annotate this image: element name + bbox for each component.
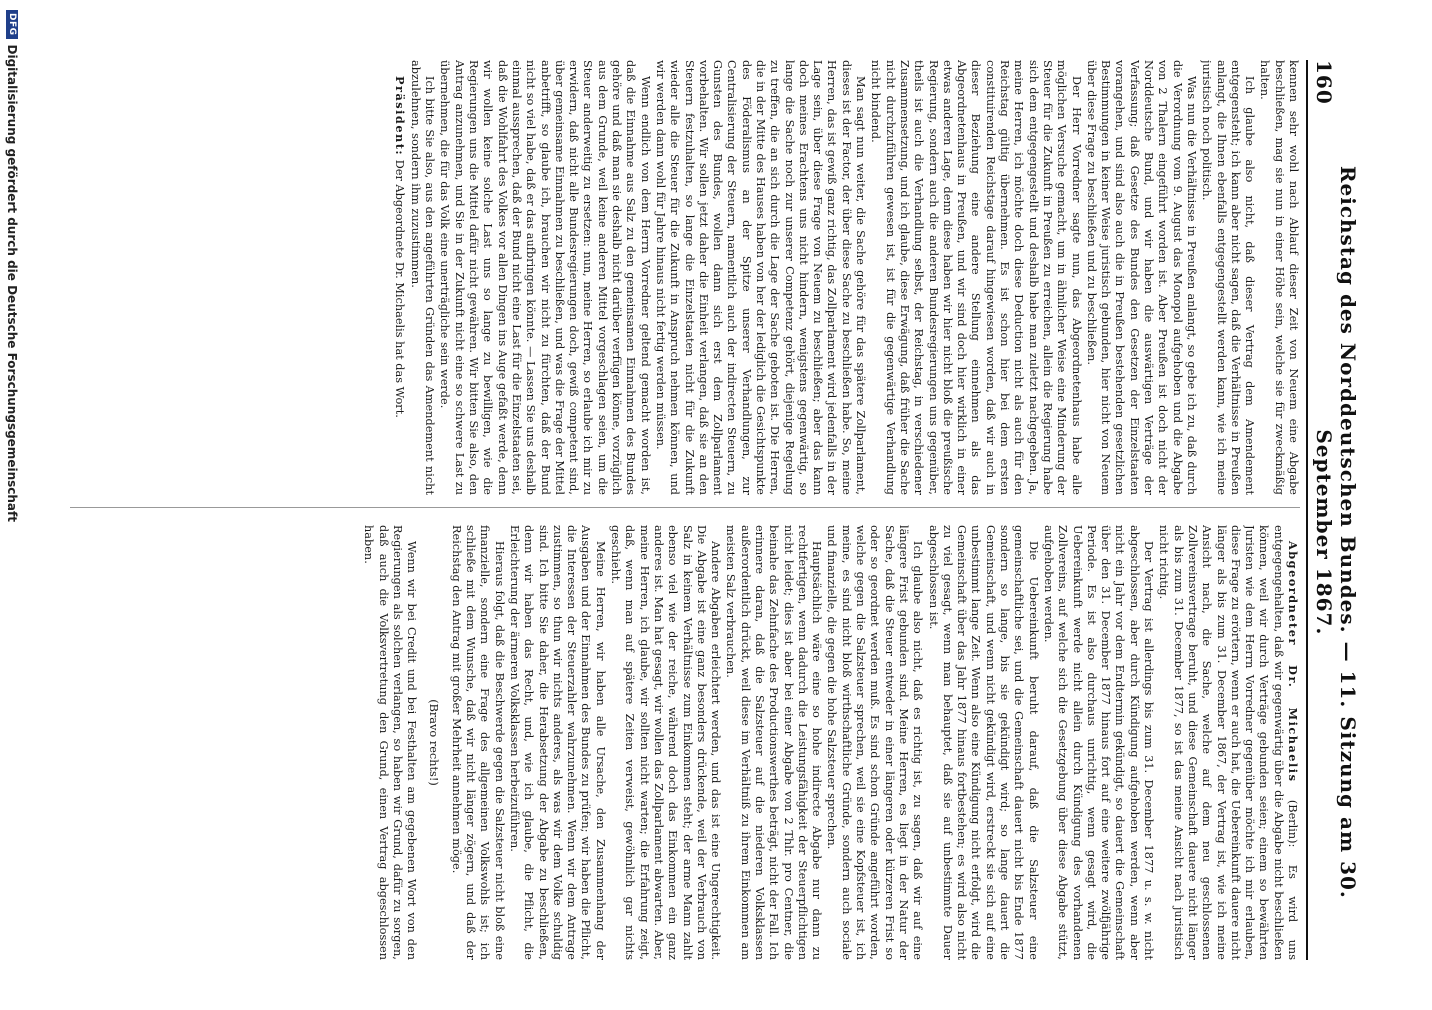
- column-divider: [70, 507, 1300, 508]
- closing-request: Ich bitte Sie also, aus den angeführten Gründen das Amendement nicht abzulehnen, sondern ihm zuzustimmen.: [408, 60, 437, 495]
- speaker-name: Präsident:: [392, 76, 407, 157]
- dfg-logo: DFG: [6, 10, 18, 39]
- speaker-text: Der Abgeordnete Dr. Michaelis hat das Wort.: [392, 159, 406, 418]
- paragraph: Die Uebereinkunft beruht darauf, daß die Salzsteuer eine gemeinschaftliche sei, und die Gemeinschaft dauert nicht bis Ende 1877 sondern so lange, bis sie gekündigt wird; so lange dauert die Gemeinschaft, und wenn nicht gekündigt wird, erstreckt sie sich auf eine unbestimmt lange Zeit. Wenn also eine Kündigung nicht erfolgt, wird die Gemeinschaft über das Jahr 1877 hinaus fortbestehen; es wird also nicht zu viel gesagt, wenn man behauptet, daß sie auf unbestimmte Dauer abgeschlossen ist.: [926, 525, 1040, 960]
- paragraph: Andere Abgaben erleichtert werden, und das ist eine Ungerechtigkeit. Die Abgabe ist eine ganz besonders drückende, weil der Verbrauch von Salz in keinem Verhältnisse zum Einkommen steht; der arme Mann zahlt ebenso viel wie der reiche, während doch das Einkommen ein ganz anderes ist. Man hat gesagt, wir wollen das Zollparlament abwarten. Aber, meine Herren, ich glaube, wir sollten nicht warten; die Erfahrung zeigt, daß, wenn man auf spätere Zeiten verweist, gewöhnlich gar nichts geschieht.: [609, 525, 723, 960]
- paragraph: Wenn endlich von dem Herrn Vorredner geltend gemacht worden ist, daß die Einnahme aus Salz zu den gemeinsamen Einnahmen des Bundes gehöre und daß man sie deshalb nicht darüber verfügen könne, vorzüglich aus dem Grunde, weil keine anderen Mittel vorgeschlagen seien, um die Steuer anderweitig zu ersetzen: nun, meine Herren, so erlaube ich mir zu erwidern, daß nicht alle Bundesregierungen doch, gewiß competent sind, über gemeinsame Einnahmen zu beschließen, und was die Frage der Mittel anbetrifft, so glaube ich, brauchen wir nicht zu fürchten, daß der Bund nicht so viel habe, daß er das aufbringen könnte. — Lassen Sie uns deshalb einmal aussprechen, daß der Bund nicht eine Last für die Einzelstaaten sei, daß die Wohlfahrt des Volkes vor allen Dingen ins Auge gefaßt werde, denn wir wollen keine solche Last uns so lange zu bewilligen, wie die Regierungen uns die Mittel dafür nicht gewähren. Wir bitten Sie also, den Antrag anzunehmen, und Sie in der Zukunft nicht eine so schwere Last zu übernehmen, die für das Volk eine unerträgliche sein werde.: [438, 60, 652, 495]
- speaker-place: (Berlin):: [1286, 799, 1299, 848]
- speaker-intro: [1156, 525, 1300, 960]
- left-column: [70, 60, 1300, 495]
- footer-text: Digitalisierung gefördert durch die Deutsche Forschungsgemeinschaft: [5, 44, 19, 522]
- paragraph: Was nun die Verhältnisse in Preußen anlangt, so gebe ich zu, daß durch die Verordnung vom 9. August das Monopol aufgehoben und die Abgabe von 2 Thalern eingeführt worden ist. Aber Preußen ist doch nicht der Norddeutsche Bund, und wir haben die auswärtigen Verträge der Verfassung; daß Gesetze des Bundes den Gesetzen der Einzelstaaten vorangehen, und sind also auch die in Preußen bestehenden gesetzlichen Bestimmungen in keiner Weise juristisch gebunden, hier nicht von Neuem über diese Frage zu beschließen und zu beschließen.: [1084, 60, 1198, 495]
- paragraph: Der Vertrag ist allerdings bis zum 31. December 1877 u. s. w. nicht abgeschlossen, aber durch Kündigung aufgehoben werden, wenn aber nicht ein Jahr vor dem Endtermin gekündigt, so dauert die Gemeinschaft über den 31. December 1877 hinaus fort auf eine weitere zwölfjährige Periode. Es ist also durchaus unrichtig, wenn gesagt wird, die Uebereinkunft werde nicht allein durch Kündigung des vorhandenen Zollvereins, auf welche sich die Gesetzgebung über diese Abgabe stützt, aufgehoben werden.: [1041, 525, 1156, 960]
- paragraph: Wenn wir bei Credit und bei Festhalten am gegebenen Wort von den Regierungen als solchen verlangen, so haben wir Grund, dafür zu sorgen, daß auch die Volksvertretung den Grund, einen Vertrag abgeschlossen haben.: [362, 525, 419, 960]
- president-remark: [391, 60, 406, 495]
- applause-note: (Bravo rechts!): [427, 699, 441, 786]
- paragraph: Der Herr Vorredner sagte nun, das Abgeordnetenhaus habe alle möglichen Versuche gemacht, um in ähnlicher Weise eine Minderung der Steuer für die Zukunft in Preußen zu erreichen, allein die Regierung habe sich dem entgegengestellt und deshalb habe man zuletzt nachgegeben. Ja, meine Herren, ich möchte doch diese Deduction nicht als auch für den Reichstag gültig übernehmen. Es ist schon hier bei dem ersten constituirenden Reichstage darauf hingewiesen worden, daß wir auch in dieser Beziehung eine andere Stellung einnehmen als das Abgeordnetenhaus in Preußen, und wir sind doch hier wirklich in einer etwas anderen Lage, denn diese haben wir hier nicht bloß die preußische Regierung, sondern auch die anderen Bundesregierungen uns gegenüber, theils ist auch die Verhandlung selbst, der Reichstag, in verschiedener Zusammensetzung, und ich glaube, diese Erwägung, daß früher die Sache nicht durchzuführen gewesen ist, ist für die gegenwärtige Verhandlung nicht bindend.: [869, 60, 1083, 495]
- digitization-footer: [0, 0, 24, 1010]
- paragraph: Hieraus folgt, daß die Beschwerde gegen die Salzsteuer nicht bloß eine finanzielle, sondern eine Frage des allgemeinen Volkswohls ist; ich schließe mit dem Wunsche, daß wir nicht länger zögern, und daß der Reichstag den Antrag mit großer Mehrheit annehmen möge.: [449, 525, 506, 960]
- paragraph: Man sagt nun weiter, die Sache gehöre für das spätere Zollparlament, dieses ist der Factor, der über diese Sache zu beschließen habe. So, meine Herren, das ist gewiß ganz richtig, das Zollparlament wird jedenfalls in der Lage sein, über diese Frage von Neuem zu beschließen; aber das kann doch meines Erachtens uns nicht hindern, wenigstens gegenwärtig, so lange die Sache noch zur unserer Competenz gehört, diejenige Regelung zu treffen, die an sich durch die Lage der Sache geboten ist. Die Herren, die in der Mitte des Hauses haben von her der lediglich die Gesichtspunkte des Föderalismus an der Spitze unserer Verhandlungen, zur Centralisierung der Steuern, namentlich auch der indirecten Steuern, zu Gunsten des Bundes, wollen dann sich erst dem Zollparlament vorbehalten. Wir sollen jetzt daher die Einheit verlangen, daß sie an den Steuern festzuhalten, so lange die Einzelstaaten nicht für die Zukunft wieder alle die Steuer für die Zukunft in Anspruch nehmen können, und wir werden dann wohl für Jahre hinaus nicht fertig werden müssen.: [653, 60, 868, 495]
- page-number: 160: [1312, 60, 1336, 105]
- right-column: [70, 525, 1300, 960]
- page-title: Reichstag des Norddeutschen Bundes. — 11. Sitzung am 30. September 1867.: [1312, 165, 1360, 899]
- paragraph: Es wird uns entgegengehalten, daß wir gegenwärtig über die Abgabe nicht beschließen können, weil wir durch Verträge gebunden seien; einem so bewährten Juristen wie dem Herrn Vorredner gegenüber möchte ich mir erlauben, diese Frage zu erörtern, wenn er auch hat, die Uebereinkunft dauere nicht länger als bis zum 31. December 1867, der Vertrag ist, wie ich meine Ansicht nach, die Sache, welche auf dem neu geschlossenen Zollvereinsvertrage beruht, und diese Gemeinschaft dauere nicht länger als bis zum 31. December 1877, so ist das meine Ansicht nach juristisch nicht richtig.: [1157, 525, 1299, 960]
- paragraph: kennen sehr wohl nach Ablauf dieser Zeit von Neuem eine Abgabe beschließen, mag sie nun in einer Höhe sein, welche sie für zweckmäßig halten.: [1258, 60, 1300, 495]
- paragraph: Ich glaube also nicht, daß es richtig ist, zu sagen, daß wir auf eine längere Frist gebunden sind. Meine Herren, es liegt in der Natur der Sache, daß die Steuer entweder in einer längeren oder kürzeren Frist so oder so geordnet werden muß. Es sind schon Gründe angeführt worden, welche gegen die Salzsteuer sprechen, weil sie eine Kopfsteuer ist, ich meine, es sind nicht bloß wirthschaftliche Gründe, sondern auch sociale und finanzielle, die gegen die hohe Salzsteuer sprechen.: [825, 525, 925, 960]
- speaker-name: Abgeordneter Dr. Michaelis: [1286, 541, 1300, 783]
- page-header: [1306, 60, 1360, 960]
- paragraph: Ich glaube also nicht, daß dieser Vertrag dem Amendement entgegensteht; ich kann aber nicht sagen, daß die Verhältnisse in Preußen anlangt, die Ihnen ebenfalls entgegengestellt werden kann, wie ich meine juristisch noch politisch.: [1200, 60, 1257, 495]
- paragraph: Hauptsächlich wäre eine so hohe indirecte Abgabe nur dann zu rechtfertigen, wenn dadurch die Leistungsfähigkeit der Steuerpflichtigen nicht leidet; dies ist aber bei einer Abgabe von 2 Thlr. pro Centner, die beinahe das Zehnfache des Productionswerthes beträgt, nicht der Fall. Ich erinnere daran, daß die Salzsteuer auf die niederen Volksklassen außerordentlich drückt, weil diese im Verhältniß zu ihrem Einkommen am meisten Salz verbrauchen.: [724, 525, 824, 960]
- paragraph: Meine Herren, wir haben alle Ursache, den Zusammenhang der Ausgaben und der Einnahmen des Bundes zu prüfen; wir haben die Pflicht, die Interessen der Steuerzahler wahrzunehmen. Wenn wir dem Antrage zustimmen, so thun wir nichts anderes, als was wir dem Volke schuldig sind. Ich bitte Sie daher, die Herabsetzung der Abgabe zu beschließen, denn wir haben das Recht, und, wie ich glaube, die Pflicht, die Erleichterung der ärmeren Volksklassen herbeizuführen.: [507, 525, 607, 960]
